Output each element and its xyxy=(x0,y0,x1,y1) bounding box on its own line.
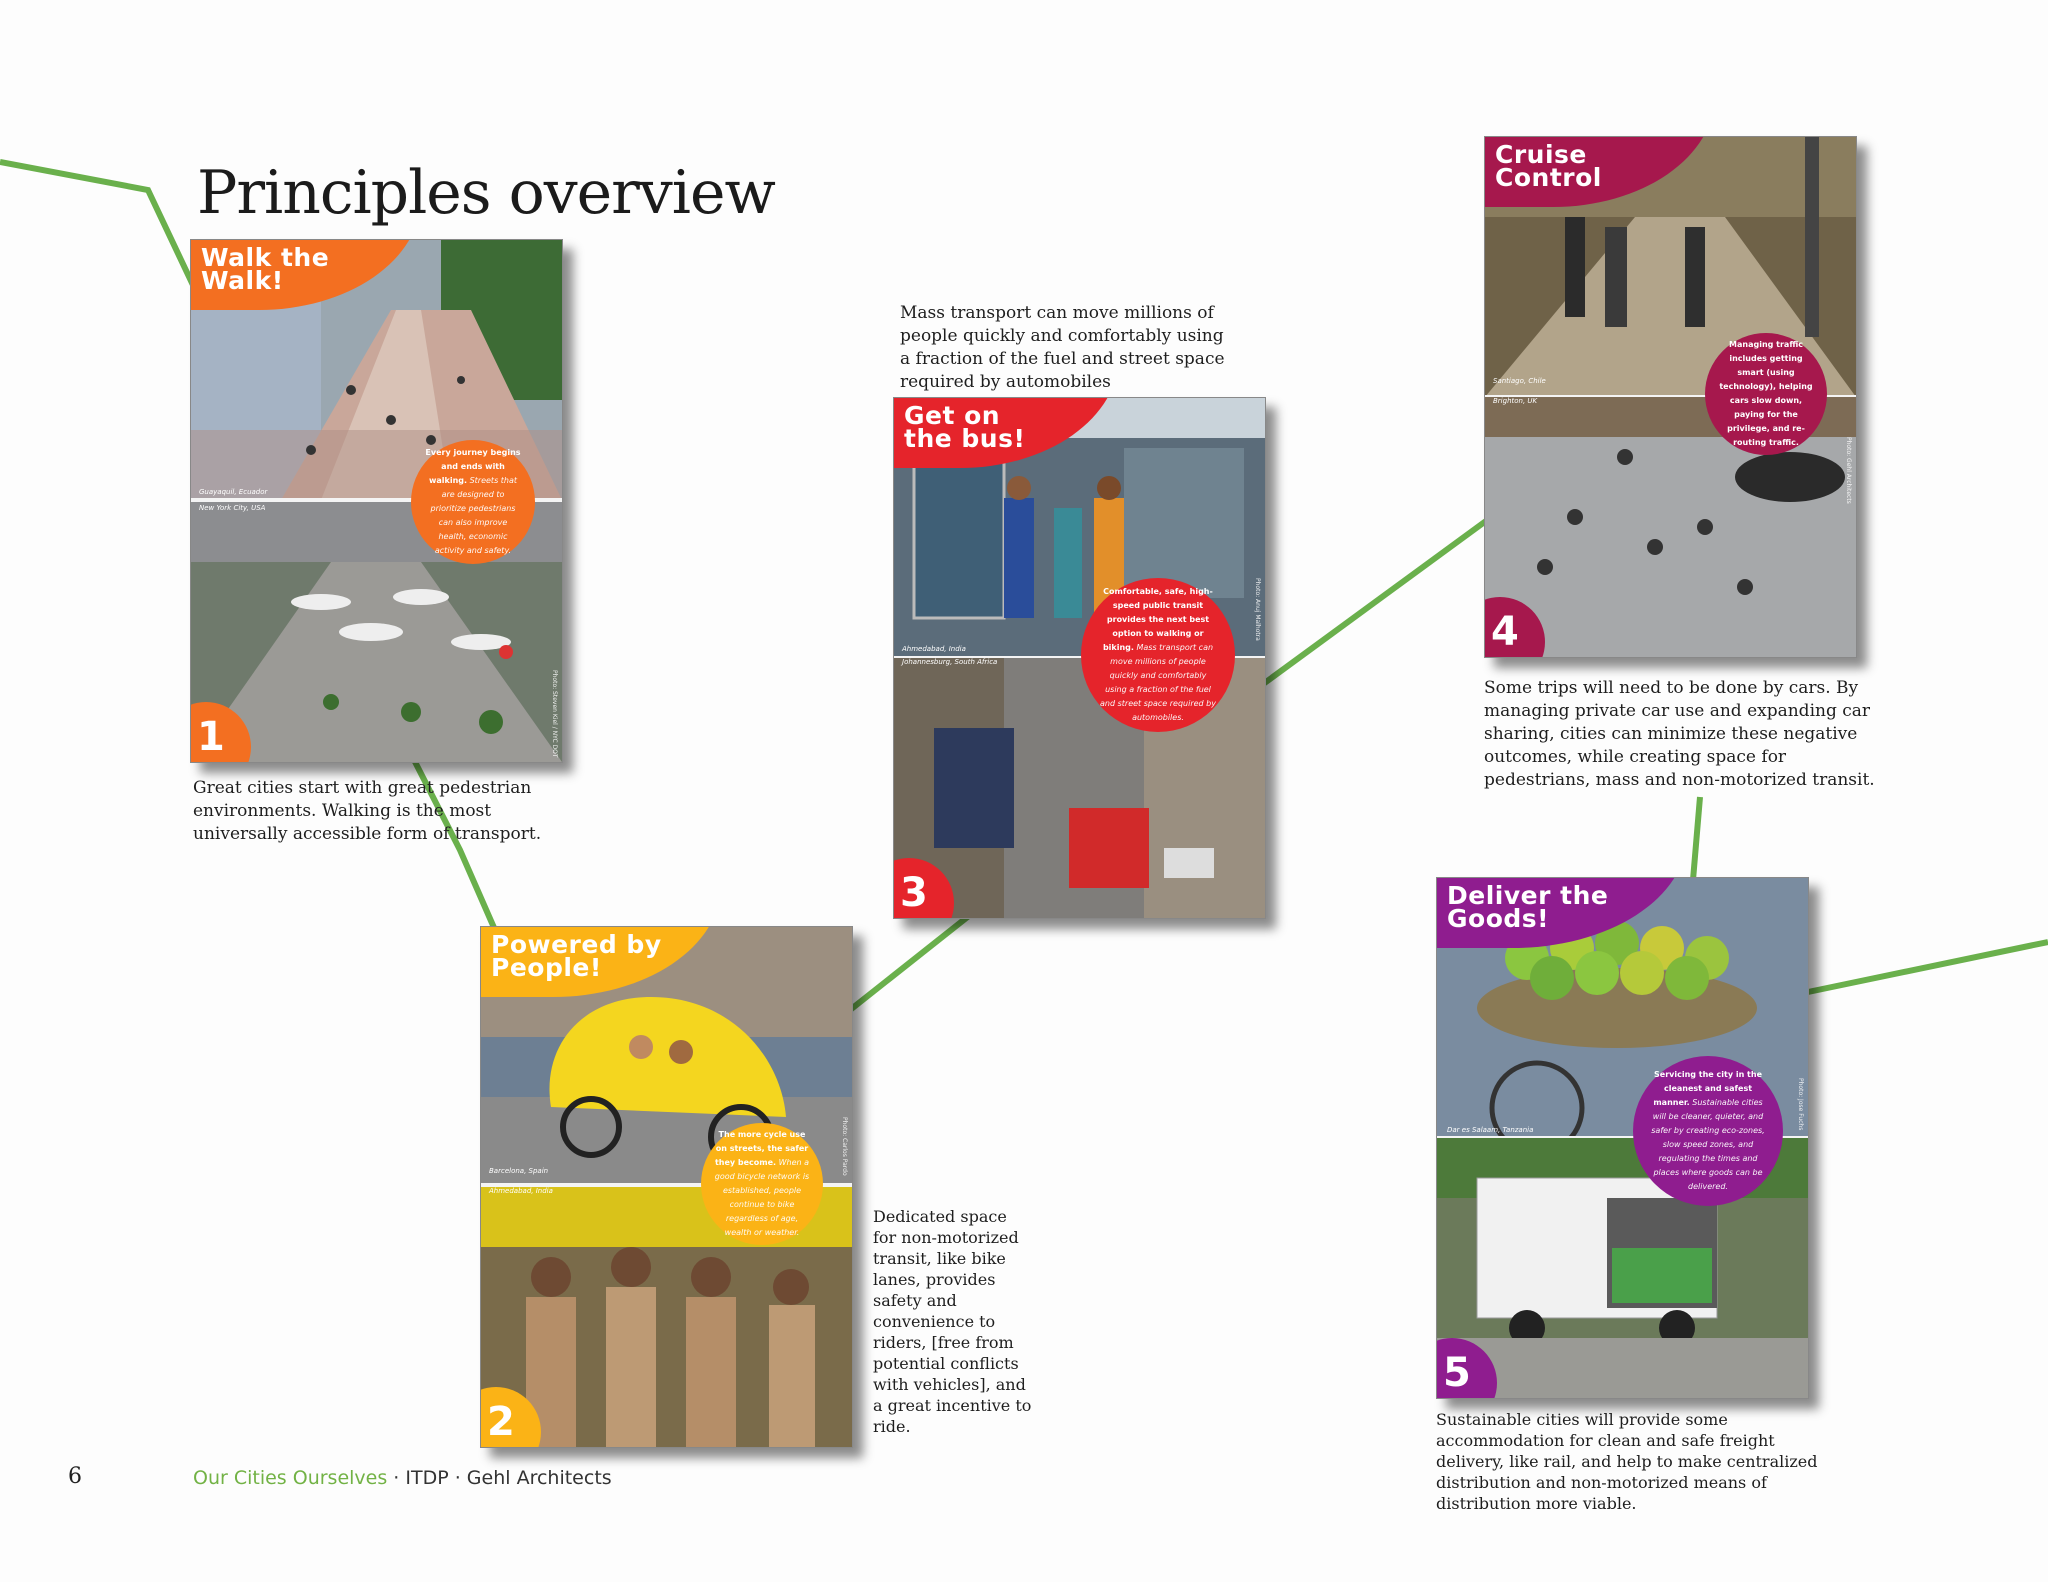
photo-caption-top: Dar es Salaam, Tanzania xyxy=(1447,1126,1534,1134)
photo-caption-bottom: Johannesburg, South Africa xyxy=(902,658,998,666)
poster-cycle xyxy=(480,926,853,1448)
page-title: Principles overview xyxy=(197,158,775,228)
page-number: 6 xyxy=(68,1464,82,1489)
photo-caption-top: Santiago, Chile xyxy=(1493,377,1546,385)
poster-title: Cruise Control xyxy=(1495,140,1602,192)
description-car: Some trips will need to be done by cars. By managing private car use and expanding car sharing, cities can minimize these negative outcomes, while creating space for pedestrians, mass and non-motorized transit. xyxy=(1484,678,1875,790)
description-bus: Mass transport can move millions of people quickly and comfortably using a fraction of the fuel and street space required by automobiles xyxy=(900,303,1225,392)
photo-credit: Photo: Carlos Pardo xyxy=(841,1117,848,1176)
photo-caption-top: Ahmedabad, India xyxy=(902,645,966,653)
poster-title: Walk the Walk! xyxy=(201,243,330,295)
photo-caption-bottom: New York City, USA xyxy=(199,504,266,512)
photo-credit: Photo: Gehl Architects xyxy=(1845,437,1852,504)
poster-title: Deliver the Goods! xyxy=(1447,881,1609,933)
photo-caption-bottom: Ahmedabad, India xyxy=(489,1187,553,1195)
footer xyxy=(193,1467,612,1489)
description-goods: Sustainable cities will provide some accommodation for clean and safe freight delivery, like rail, and help to make centralized distribution and non-motorized means of distribution more viable. xyxy=(1436,1410,1818,1513)
footer-credits: · ITDP · Gehl Architects xyxy=(387,1467,612,1489)
photo-caption-top: Barcelona, Spain xyxy=(489,1167,549,1175)
principle-number: 1 xyxy=(197,714,225,760)
poster-title: Powered by People! xyxy=(491,930,662,982)
poster-bus xyxy=(893,397,1266,919)
photo-credit: Photo: Anuj Malhotra xyxy=(1254,578,1261,641)
poster-title: Get on the bus! xyxy=(904,401,1026,453)
info-badge: Comfortable, safe, high-speed public transit provides the next best option to walking or biking. Mass transport can move millions of people quickly and comfortably using a fraction of the fuel and street space required by automobiles. xyxy=(1081,578,1235,732)
principle-number: 5 xyxy=(1443,1350,1471,1396)
photo-caption-top: Guayaquil, Ecuador xyxy=(199,488,268,496)
info-badge: Every journey begins and ends with walking. Streets that are designed to prioritize pedestrians can also improve health, economic activity and safety. xyxy=(411,440,535,564)
poster-goods xyxy=(1436,877,1809,1399)
footer-publication: Our Cities Ourselves xyxy=(193,1467,388,1489)
description-cycle: Dedicated space for non-motorized transit, like bike lanes, provides safety and convenience to riders, [free from potential conflicts with vehicles], and a great incentive to ride. xyxy=(873,1207,1032,1436)
photo-credit: Photo: Steven Kiel / NYC DOT xyxy=(551,670,558,758)
poster-walk xyxy=(190,239,563,763)
photo-credit: Photo: Jose Fuchs xyxy=(1797,1078,1804,1131)
photo-caption-bottom: Brighton, UK xyxy=(1493,397,1538,405)
info-badge: Servicing the city in the cleanest and safest manner. Sustainable cities will be cleaner, quieter, and safer by creating eco-zones, slow speed zones, and regulating the times and places where goods can be delivered. xyxy=(1633,1056,1783,1206)
info-badge: Managing traffic includes getting smart (using technology), helping cars slow down, paying for the privilege, and re-routing traffic. xyxy=(1705,333,1827,455)
principle-number: 4 xyxy=(1491,609,1519,655)
principle-number: 2 xyxy=(487,1399,515,1445)
principle-number: 3 xyxy=(900,870,928,916)
poster-car xyxy=(1484,136,1857,658)
info-badge: The more cycle use on streets, the safer they become. When a good bicycle network is established, people continue to bike regardless of age, wealth or weather. xyxy=(701,1123,823,1245)
description-walk: Great cities start with great pedestrian environments. Walking is the most universally accessible form of transport. xyxy=(193,778,542,844)
